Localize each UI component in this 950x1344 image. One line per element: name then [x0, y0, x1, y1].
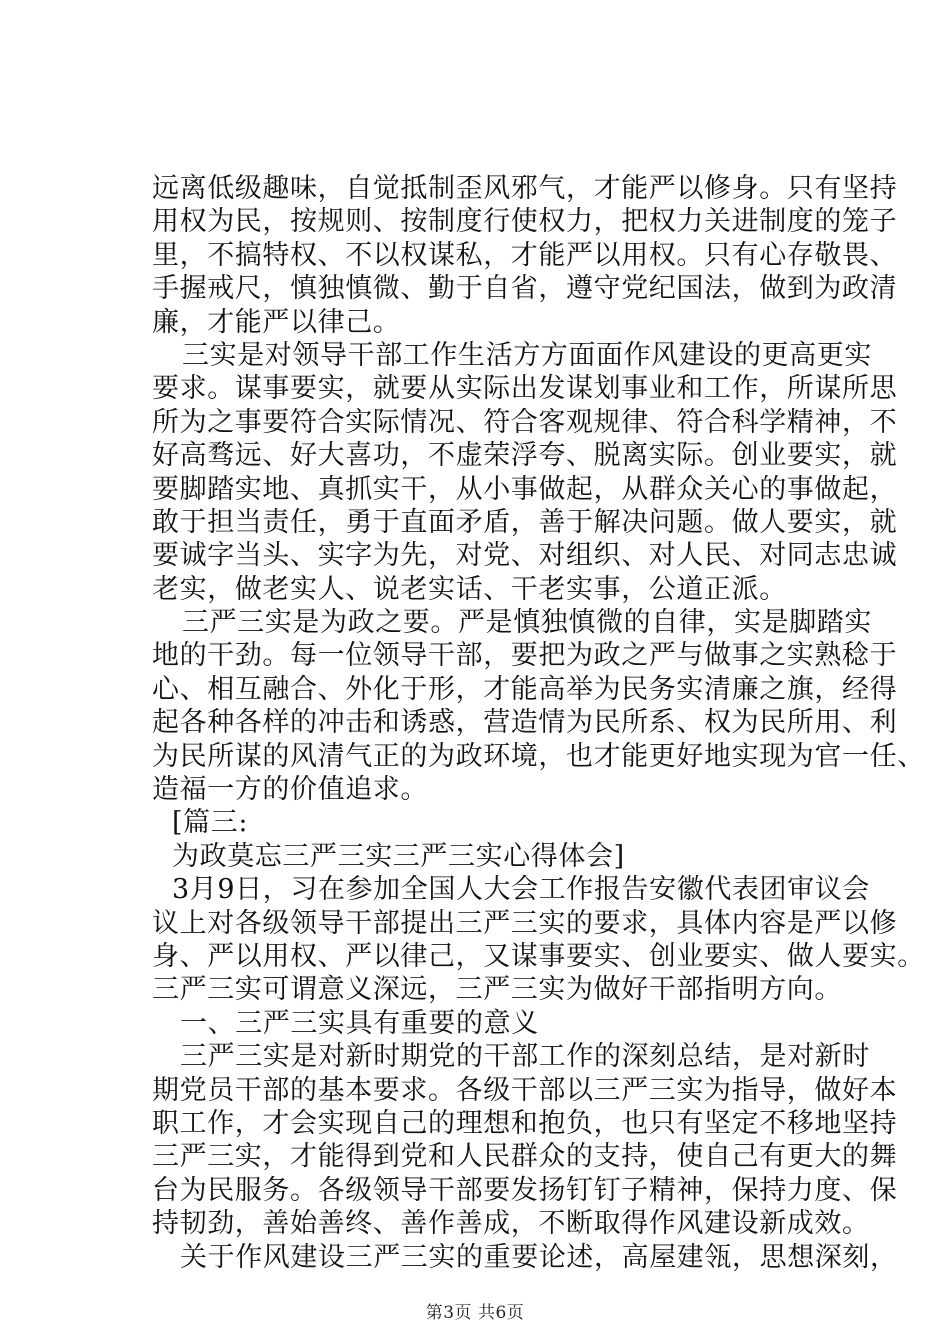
text-line: 持韧劲，善始善终、善作善成，不断取得作风建设新成效。: [152, 1208, 870, 1240]
text-line: 三严三实可谓意义深远，三严三实为做好干部指明方向。: [152, 974, 842, 1006]
text-line: 期党员干部的基本要求。各级干部以三严三实为指导，做好本: [152, 1074, 898, 1106]
paragraph-start: 3月9日，习在参加全国人大会工作报告安徽代表团审议会: [172, 874, 870, 906]
text-line: 老实，做老实人、说老实话、干老实事，公道正派。: [152, 573, 787, 605]
section-title: 为政莫忘三严三实三严三实心得体会]: [172, 840, 625, 872]
text-line: 手握戒尺，慎独慎微、勤于自省，遵守党纪国法，做到为政清: [152, 273, 898, 305]
text-line: 心、相互融合、外化于形，才能高举为民务实清廉之旗，经得: [152, 673, 898, 705]
subheading: 一、三严三实具有重要的意义: [180, 1007, 539, 1039]
text-line: 为民所谋的风清气正的为政环境，也才能更好地实现为官一任、: [152, 740, 925, 772]
page-number-footer: 第3页 共6页: [425, 1303, 525, 1323]
text-line: 好高骛远、好大喜功，不虚荣浮夸、脱离实际。创业要实，就: [152, 440, 898, 472]
text-line: 台为民服务。各级领导干部要发扬钉钉子精神，保持力度、保: [152, 1174, 898, 1206]
text-line: 议上对各级领导干部提出三严三实的要求，具体内容是严以修: [152, 907, 898, 939]
text-line: 要求。谋事要实，就要从实际出发谋划事业和工作，所谋所思: [152, 373, 898, 405]
paragraph-start: 三严三实是为政之要。严是慎独慎微的自律，实是脚踏实: [182, 607, 872, 639]
text-line: 要脚踏实地、真抓实干，从小事做起，从群众关心的事做起，: [152, 473, 898, 505]
text-line: 起各种各样的冲击和诱惑，营造情为民所系、权为民所用、利: [152, 707, 898, 739]
paragraph-start: 关于作风建设三严三实的重要论述，高屋建瓴，思想深刻，: [180, 1241, 898, 1273]
document-body: [152, 172, 925, 1274]
paragraph-start: 三实是对领导干部工作生活方方面面作风建设的更高更实: [182, 339, 872, 371]
text-line: 身、严以用权、严以律己，又谋事要实、创业要实、做人要实。: [152, 940, 925, 972]
text-line: 三严三实，才能得到党和人民群众的支持，使自己有更大的舞: [152, 1141, 898, 1173]
text-line: 用权为民，按规则、按制度行使权力，把权力关进制度的笼子: [152, 206, 898, 238]
paragraph-start: 三严三实是对新时期党的干部工作的深刻总结，是对新时: [180, 1041, 870, 1073]
text-line: 地的干劲。每一位领导干部，要把为政之严与做事之实熟稔于: [152, 640, 898, 672]
text-line: 所为之事要符合实际情况、符合客观规律、符合科学精神，不: [152, 406, 898, 438]
section-heading: [篇三:: [172, 807, 249, 839]
text-line: 廉，才能严以律己。: [152, 306, 401, 338]
text-line: 造福一方的价值追求。: [152, 774, 428, 806]
text-line: 职工作，才会实现自己的理想和抱负，也只有坚定不移地坚持: [152, 1107, 898, 1139]
text-line: 敢于担当责任，勇于直面矛盾，善于解决问题。做人要实，就: [152, 506, 898, 538]
text-line: 里，不搞特权、不以权谋私，才能严以用权。只有心存敬畏、: [152, 239, 898, 271]
text-line: 要诚字当头、实字为先，对党、对组织、对人民、对同志忠诚: [152, 540, 898, 572]
text-line: 远离低级趣味，自觉抵制歪风邪气，才能严以修身。只有坚持: [152, 173, 898, 204]
